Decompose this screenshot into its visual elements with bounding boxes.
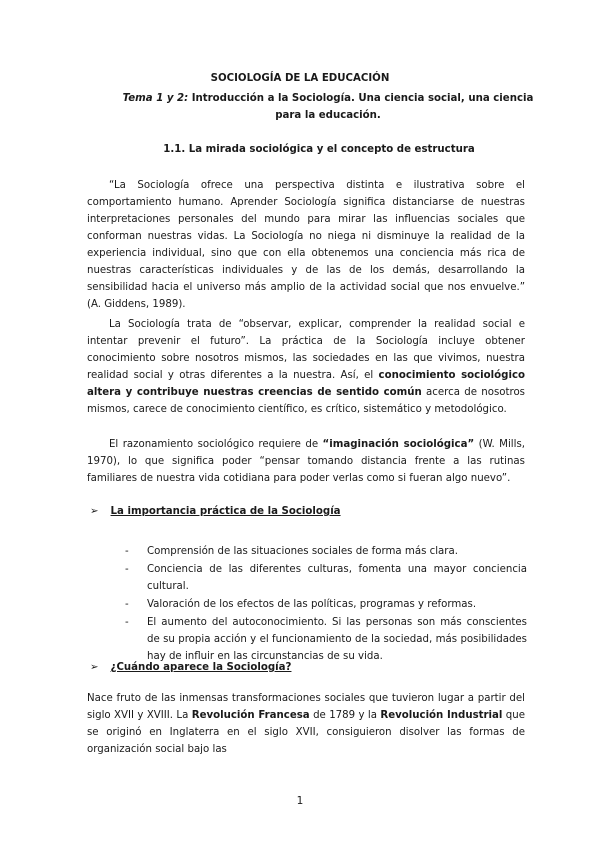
list-item <box>125 543 527 560</box>
heading-when-appears <box>90 662 291 673</box>
paragraph-emphasis: Revolución Francesa <box>191 710 310 721</box>
paragraph-text: Nace fruto de las inmensas transformaciones sociales que tuvieron lugar a partir del siglo XVII y XVIII. La <box>87 693 525 721</box>
list-item <box>125 561 527 595</box>
heading-text: La importancia práctica de la Sociología <box>110 506 341 517</box>
document-subtitle <box>118 90 538 124</box>
list-item-text: Comprensión de las situaciones sociales de forma más clara. <box>147 546 458 557</box>
paragraph-text: acerca de nosotros mismos, carece de conocimiento científico, es crítico, sistemático y metodológico. <box>87 387 525 415</box>
paragraph-sociological-imagination <box>87 436 525 487</box>
importance-list <box>125 543 527 666</box>
list-item-text: Valoración de los efectos de las políticas, programas y reformas. <box>147 599 477 610</box>
paragraph-text: El razonamiento sociológico requiere de <box>109 439 323 450</box>
heading-practical-importance <box>90 506 341 517</box>
arrow-bullet-icon: ➢ <box>90 662 99 673</box>
list-item <box>125 596 527 613</box>
paragraph-origins <box>87 690 525 758</box>
section-heading: 1.1. La mirada sociológica y el concepto de estructura <box>163 144 475 155</box>
dash-bullet: - <box>125 617 129 628</box>
paragraph-sociology-definition <box>87 316 525 418</box>
list-item <box>125 614 527 665</box>
list-item-text: El aumento del autoconocimiento. Si las personas son más conscientes de su propia acción y el funcionamiento de la sociedad, más posibilidades hay de influir en las circunstancias de su vida. <box>147 617 527 662</box>
dash-bullet: - <box>125 599 129 610</box>
paragraph-text: que se originó en Inglaterra en el siglo XVII, consiguieron disolver las formas de organización social bajo las <box>87 710 526 755</box>
arrow-bullet-icon: ➢ <box>90 506 99 517</box>
subtitle-prefix: Tema 1 y 2: <box>122 93 189 104</box>
list-item-text: Conciencia de las diferentes culturas, fomenta una mayor conciencia cultural. <box>147 564 527 592</box>
dash-bullet: - <box>125 564 129 575</box>
paragraph-text: (W. Mills, 1970), lo que significa poder “pensar tomando distancia frente a las rutinas familiares de nuestra vida cotidiana para poder verlas como si fueran algo nuevo”. <box>87 439 525 484</box>
page-number: 1 <box>296 795 304 807</box>
paragraph-text: La Sociología trata de “observar, explicar, comprender la realidad social e intentar prevenir el futuro”. La práctica de la Sociología incluye obtener conocimiento sobre nosotros mismos, las sociedades en las que vivimos, nuestra realidad social y otras diferentes a la nuestra. Así, el <box>87 319 525 381</box>
paragraph-emphasis: “imaginación sociológica” <box>322 439 475 450</box>
paragraph-emphasis: Revolución Industrial <box>380 710 503 721</box>
paragraph-text: “La Sociología ofrece una perspectiva distinta e ilustrativa sobre el comportamiento humano. Aprender Sociología significa distanciarse de nuestras interpretaciones personales del mundo para mirar las influencias sociales que conforman nuestras vidas. La Sociología no niega ni disminuye la realidad de la experiencia individual, sino que con ella obtenemos una conciencia más rica de nuestras características individuales y de las de los demás, desarrollando la sensibilidad hacia el universo más amplio de la actividad social que nos envuelve.” (A. Giddens, 1989). <box>87 180 525 310</box>
heading-text: ¿Cuándo aparece la Sociología? <box>110 662 292 673</box>
dash-bullet: - <box>125 546 129 557</box>
subtitle-text: Introducción a la Sociología. Una ciencia social, una ciencia para la educación. <box>188 93 534 121</box>
document-title: SOCIOLOGÍA DE LA EDUCACIÓN <box>210 73 390 84</box>
paragraph-text: de 1789 y la <box>309 710 381 721</box>
paragraph-emphasis: conocimiento sociológico altera y contribuye nuestras creencias de sentido común <box>87 370 525 398</box>
paragraph-giddens-quote <box>87 177 525 313</box>
